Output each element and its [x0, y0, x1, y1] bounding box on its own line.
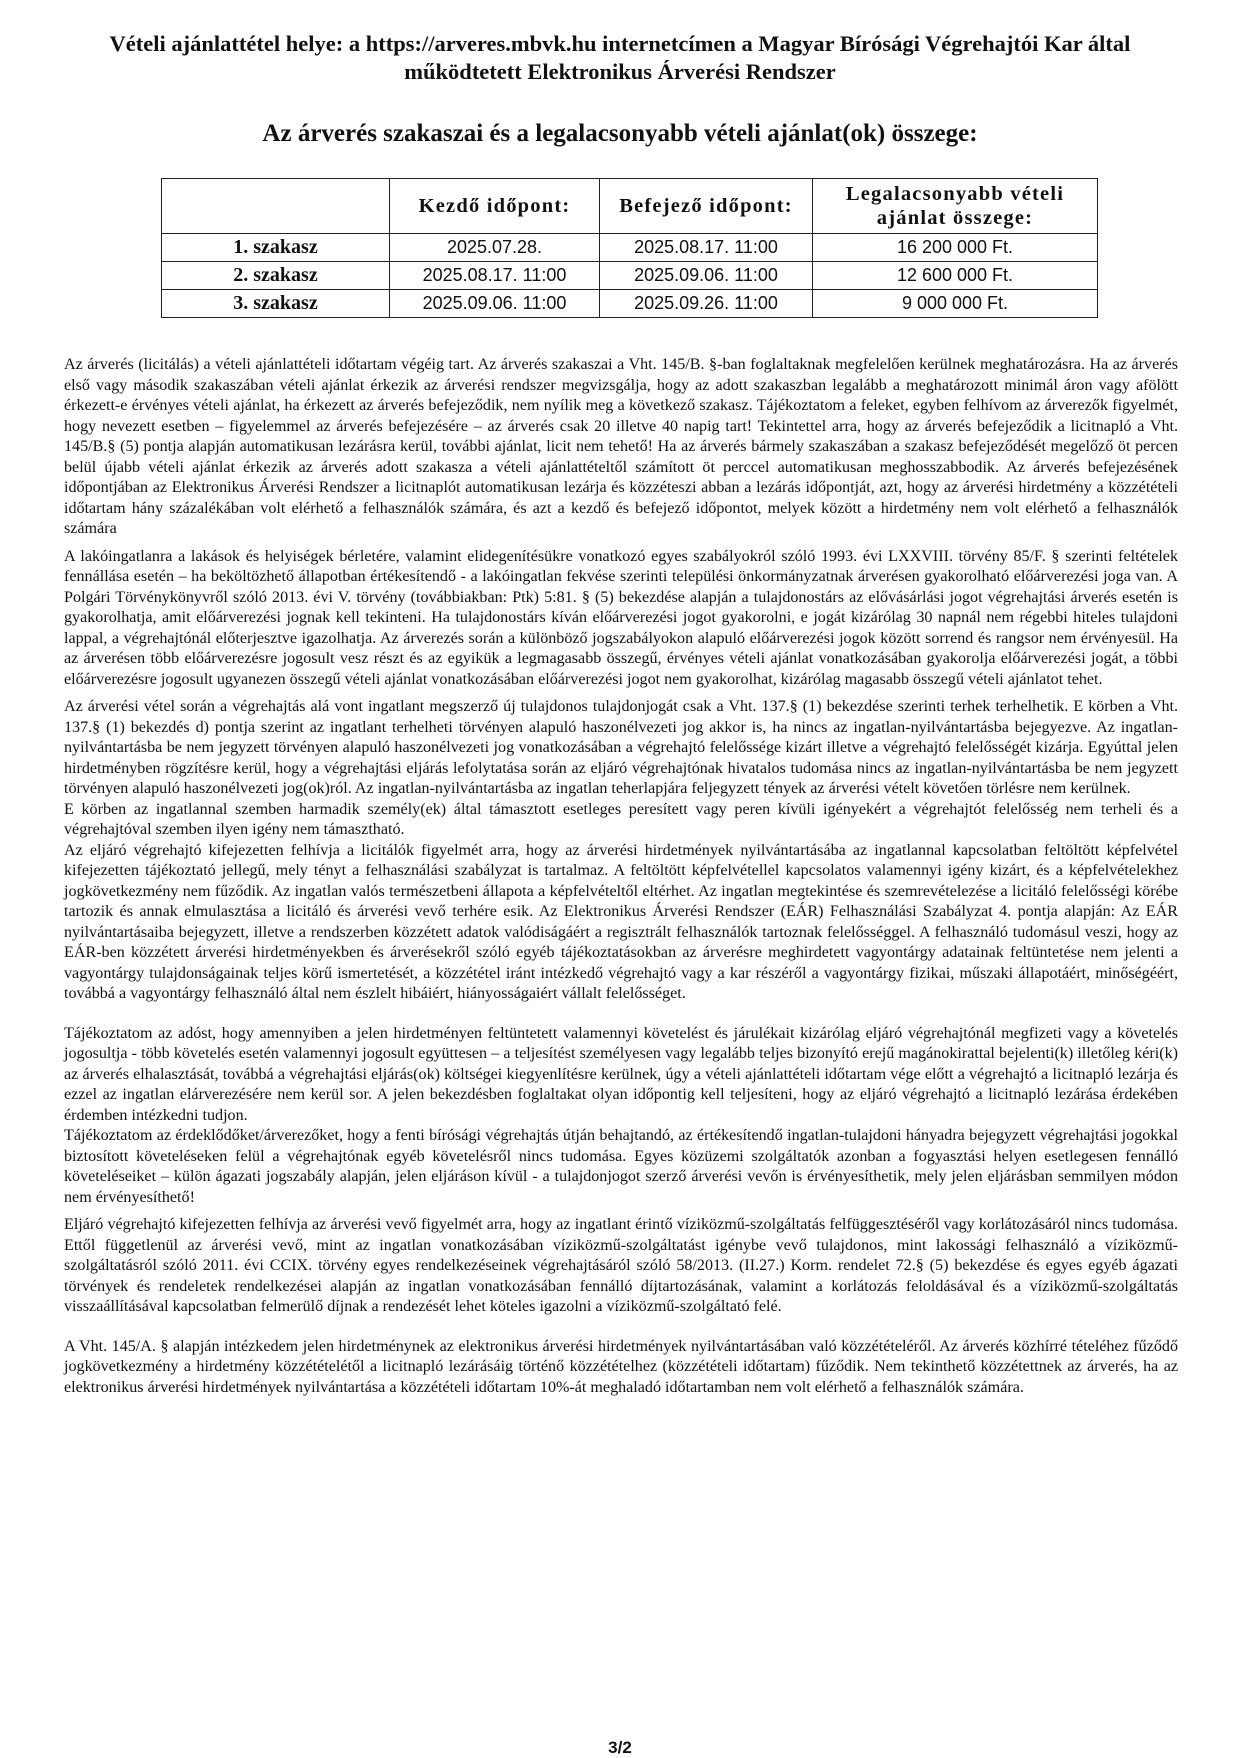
stage-start: 2025.09.06. 11:00 [390, 290, 600, 318]
stage-min-bid: 16 200 000 Ft. [813, 234, 1098, 262]
paragraph-publication: A Vht. 145/A. § alapján intézkedem jelen hirdetménynek az elektronikus árverési hirdetmények nyilvántartásában való közzétételéről. Az árverés közhírré tételéhez fűződő jogkövetkezmény a hirdetmény közzétételétől a licitnapló lezárásáig történő közzétételhez (közzétételi időtartam) fűződik. Nem tekinthető közzétettnek az árverés, ha az elektronikus árverési hirdetmények nyilvántartása a közzétételi időtartam 10%-át meghaladó időtartamban nem volt elérhető a felhasználók számára. [64, 1337, 1178, 1396]
paragraph-water-utility: Eljáró végrehajtó kifejezetten felhívja az árverési vevő figyelmét arra, hogy az ingatlant érintő víziközmű-szolgáltatás felfüggesztéséről vagy korlátozásáról nincs tudomása. Ettől függetlenül az árverési vevő, mint az ingatlan vonatkozásában víziközmű-szolgáltatást igénybe vevő tulajdonos, mint lakossági felhasználó a víziközmű-szolgáltatásról szóló 2011. évi CCIX. törvény egyes rendelkezéseinek végrehajtásáról szóló 58/2013. (II.27.) Korm. rendelet 72.§ (5) bekezdése és egyes egyéb ágazati törvények és rendeletek rendelkezései alapján az ingatlan vonatkozásában fennálló díjtartozásának, valamint a korlátozás feloldásával és a víziközmű-szolgáltatás visszaállításával kapcsolatban felmerülő díjnak a rendezését lehet köteles igazolni a víziközmű-szolgáltató felé. [64, 1216, 1178, 1315]
paragraph-encumbrances: Az árverési vétel során a végrehajtás alá vont ingatlant megszerző új tulajdonos tulajdonjogát csak a Vht. 137.§ (1) bekezdése szerinti terhek terhelhetik. E körben a Vht. 137.§ (1) bekezdés d) pontja szerint az ingatlant terhelheti törvényen alapuló haszonélvezeti jog akkor is, ha nincs az ingatlan-nyilvántartásba bejegyezve. Az ingatlan-nyilvántartásba be nem jegyzett törvényen alapuló haszonélvezeti jog vonatkozásában a végrehajtó felelőssége kizárt illetve a végrehajtó felelősségét kizárja. Egyúttal jelen hirdetményben rögzítésre kerül, hogy a végrehajtási eljárás lefolytatása során az eljáró végrehajtónak hivatalos tudomása nincs az ingatlan-nyilvántartásba be nem jegyzett törvényen alapuló haszonélvezeti jog(ok)ról. Az ingatlan-nyilvántartásba az ingatlan teherlapjára feljegyzett tények az árverési vételt követően törlésre nem kerülnek. [64, 698, 1178, 797]
stage-end: 2025.09.06. 11:00 [600, 262, 813, 290]
table-header-cell [162, 179, 390, 234]
paragraph-auction-duration: Az árverés (licitálás) a vételi ajánlattételi időtartam végéig tart. Az árverés szakaszai a Vht. 145/B. §-ban foglaltaknak megfelelően kerülnek meghatározásra. Ha az árverés első vagy második szakaszában vételi ajánlat érkezik az árverési rendszer megvizsgálja, hogy az adott szakaszban legalább a meghatározott minimál áron vagy afölött érkezett-e érvényes vételi ajánlat, ha érkezett az árverés befejeződik, nem nyílik meg a következő szakasz. Tájékoztatom a feleket, egyben felhívom az árverezők figyelmét, hogy nevezett esetben – figyelemmel az árverés befejezésére – az árverés csak 20 illetve 40 napig tart! Tekintettel arra, hogy az árverés befejeződik a licitnapló a Vht. 145/B.§ (5) pontja alapján automatikusan lezárásra kerül, további ajánlat, licit nem tehető! Ha az árverés bármely szakaszában a szakasz befejeződését megelőző öt percen belül újabb vételi ajánlat érkezik az árverés adott szakasza a vételi ajánlattételtől számított öt perccel automatikusan meghosszabbodik. Az árverés befejezésének időpontjában az Elektronikus Árverési Rendszer a licitnaplót automatikusan lezárja és közzéteszi abban a lezárás időpontját, azt, hogy az árverési hirdetmény a közzétételi időtartam hány százalékában volt elérhető a felhasználók számára, és azt a kezdő és befejező időpontot, melyek között a hirdetmény nem volt elérhető a felhasználók számára [64, 356, 1178, 537]
table-row [162, 234, 1098, 262]
stage-min-bid: 12 600 000 Ft. [813, 262, 1098, 290]
page-number: 3/2 [608, 1738, 632, 1757]
stage-label: 1. szakasz [162, 234, 390, 262]
heading-line-1: Vételi ajánlattétel helye: a https://arveres.mbvk.hu internetcímen a Magyar Bírósági Végrehajtói Kar által [109, 31, 1131, 56]
paragraph-third-party-claims: E körben az ingatlannal szemben harmadik személy(ek) által támasztott esetleges peresített vagy peren kívüli igényekért a végrehajtót felelősség nem terheli és a végrehajtóval szemben ilyen igény nem támasztható. [64, 800, 1178, 838]
table-header-min-bid: Legalacsonyabb vételi ajánlat összege: [813, 179, 1098, 234]
stages-subheading: Az árverés szakaszai és a legalacsonyabb vételi ajánlat(ok) összege: [262, 120, 978, 147]
paragraph-photo-disclaimer: Az eljáró végrehajtó kifejezetten felhívja a licitálók figyelmét arra, hogy az árverési hirdetmények nyilvántartásába az ingatlannal kapcsolatban feltöltött képfelvétel kifejezetten tájékoztató jellegű, mely tényt a felhasználási szabályzat is tartalmaz. A feltöltött képfelvétellel kapcsolatos valamennyi igény kizárt, és a képfelvételekhez jogkövetkezmény nem fűződik. Az ingatlan valós természetbeni állapota a képfelvételtől eltérhet. Az ingatlan megtekintése és szemrevételezése a licitáló felelősségi körébe tartozik és annak elmulasztása a licitáló és árverési vevő terhére esik. Az Elektronikus Árverési Rendszer (EÁR) Felhasználási Szabályzat 4. pontja alapján: Az EÁR nyilvántartásaiba bejegyzett, illetve a rendszerben közzétett adatok valódiságáért a regisztrált felhasználók tartoznak felelősséggel. A felhasználó tudomásul veszi, hogy az EÁR-ben közzétett árverési hirdetményekben és árverésekről szóló egyéb tájékoztatásokban az árverésre meghirdetett vagyontárgy adatainak feltüntetése nem jelenti a vagyontárgy tulajdonságainak teljes körű ismertetését, a közzététel iránt intézkedő végrehajtó vagy a kar részéről a vagyontárgy fizikai, műszaki állapotáért, minőségéért, továbbá a vagyontárgy felhasználó által nem észlelt hibáiért, hiányosságaiért vállalt felelősséget. [64, 841, 1178, 1002]
paragraph-other-claims: Tájékoztatom az érdeklődőket/árverezőket, hogy a fenti bírósági végrehajtás útján behajtandó, az értékesítendő ingatlan-tulajdoni hányadra bejegyzett végrehajtási jogokkal biztosított követeléseken felül a végrehajtónak egyéb követelésről nincs tudomása. Egyes közüzemi szolgáltatók azonban a fogyasztási helyen esetlegesen fennálló követeléseiket – külön ágazati jogszabály alapján, jelen eljáráson kívül - a tulajdonjogot szerző árverési vevőn is érvényesíthetik, mely jelen eljárásban semmilyen módon nem érvényesíthető! [64, 1127, 1178, 1206]
stage-label: 2. szakasz [162, 262, 390, 290]
table-header-row [162, 179, 1098, 234]
stage-start: 2025.08.17. 11:00 [390, 262, 600, 290]
auction-stages-table [161, 178, 1098, 318]
stage-end: 2025.08.17. 11:00 [600, 234, 813, 262]
paragraph-pre-emption-rights: A lakóingatlanra a lakások és helyiségek bérletére, valamint elidegenítésükre vonatkozó egyes szabályokról szóló 1993. évi LXXVIII. törvény 85/F. § szerinti feltételek fennállása esetén – ha beköltözhető állapotban értékesítendő - a lakóingatlan fekvése szerinti települési önkormányzatnak árverésen gyakorolható előárverezési joga van. A Polgári Törvénykönyvről szóló 2013. évi V. törvény (továbbiakban: Ptk) 5:81. § (5) bekezdése alapján a tulajdonostárs az elővásárlási jogot végrehajtási árverés esetén is gyakorolhatja, amit előárverezési jognak kell tekinteni. Ha tulajdonostárs kíván előárverezési jogot gyakorolni, e jogát kizárólag 30 napnál nem régebbi hiteles tulajdoni lappal, a végrehajtónál előterjesztve igazolhatja. Az árverezés során a különböző jogszabályokon alapuló előárverezési jogok között sorrend és rangsor nem érvényesül. Ha az árverésen több előárverezésre jogosult vesz részt és az egyikük a legmagasabb összegű, érvényes vételi ajánlat vonatkozásában gyakorolja előárverezési jogát, a többi előárverezésre jogosult ugyanezen összegű vételi ajánlat vonatkozásában előárverezési jogot nem gyakorolhat, kizárólag magasabb összegű vételi ajánlatot tehet. [64, 547, 1178, 688]
paragraph-debtor-notice: Tájékoztatom az adóst, hogy amennyiben a jelen hirdetményen feltüntetett valamennyi követelést és járulékait kizárólag eljáró végrehajtónál megfizeti vagy a követelés jogosultja - több követelés esetén valamennyi jogosult együttesen – a teljesítést személyesen vagy legalább teljes bizonyító erejű magánokirattal bejelenti(k) illetőleg kéri(k) az árverés elhalasztását, továbbá a végrehajtási eljárás(ok) költségei kiegyenlítésre kerülnek, úgy a vételi ajánlattételi időtartam vége előtt a végrehajtó a licitnapló lezárja és ezzel az ingatlan elárverezésére nem kerül sor. A jelen bekezdésben foglaltakat olyan időpontig kell teljesíteni, hogy az eljáró végrehajtó a licitnapló lezárása érdekében érdemben intézkedni tudjon. [64, 1024, 1178, 1124]
stage-label: 3. szakasz [162, 290, 390, 318]
table-row [162, 262, 1098, 290]
table-header-end: Befejező időpont: [600, 179, 813, 234]
stage-min-bid: 9 000 000 Ft. [813, 290, 1098, 318]
document-body [64, 355, 1178, 1398]
stage-start: 2025.07.28. [390, 234, 600, 262]
table-header-start: Kezdő időpont: [390, 179, 600, 234]
auction-location-heading [60, 30, 1180, 86]
stage-end: 2025.09.26. 11:00 [600, 290, 813, 318]
heading-line-2: működtetett Elektronikus Árverési Rendszer [404, 59, 836, 84]
table-row [162, 290, 1098, 318]
